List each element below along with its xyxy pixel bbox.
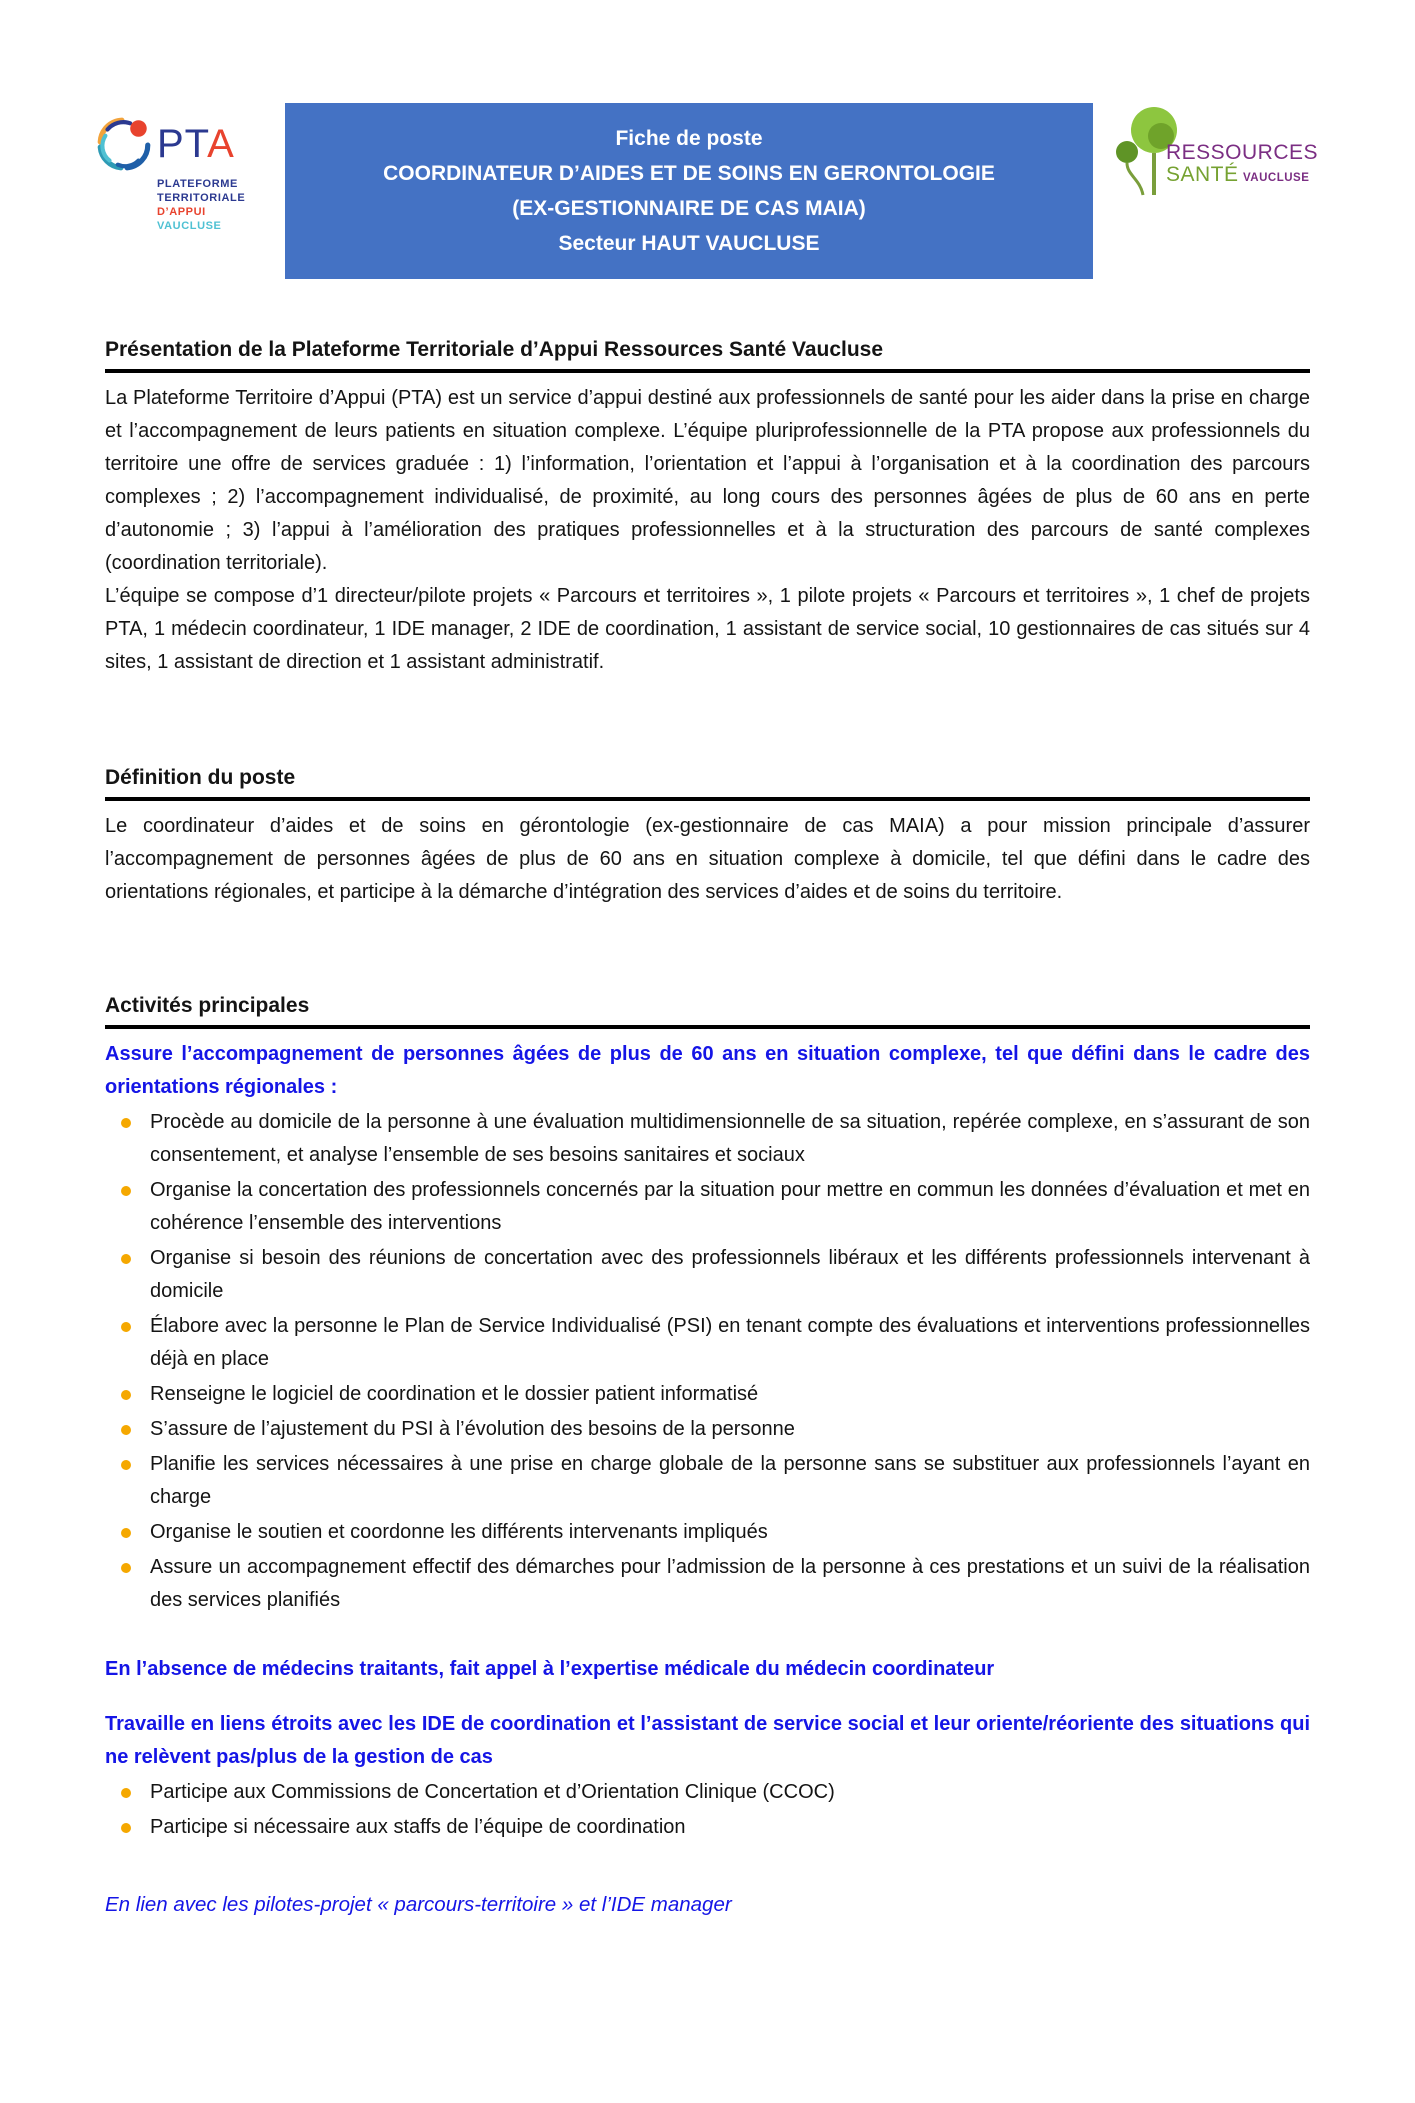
bullet-text: Participe aux Commissions de Concertation et d’Orientation Clinique (CCOC) — [150, 1781, 835, 1803]
bullet-item — [105, 1811, 1310, 1844]
bullet-item — [105, 1516, 1310, 1549]
rsv-logo — [1112, 103, 1318, 199]
bullet-dot-icon — [121, 1390, 131, 1400]
document-page — [0, 103, 1415, 2103]
bullet-dot-icon — [121, 1460, 131, 1470]
presentation-paragraph-1: La Plateforme Territoire d’Appui (PTA) est un service d’appui destiné aux professionnels de santé pour les aider dans la prise en charge et l’accompagnement de leurs patients en situation complexe. L’équipe pluriprofessionnelle de la PTA propose aux professionnels du territoire une offre de services graduée : 1) l’information, l’orientation et l’appui à l’organisation et à la coordination des parcours complexes ; 2) l’accompagnement individualisé, de proximité, au long cours des personnes âgées de plus de 60 ans en perte d’autonomie ; 3) l’appui à l’amélioration des pratiques professionnelles et à la structuration des parcours de santé complexes (coordination territoriale). — [105, 387, 1310, 574]
section-presentation — [105, 337, 1310, 679]
section-title-definition: Définition du poste — [105, 765, 1310, 801]
rsv-logo-text — [1166, 142, 1318, 189]
bullet-text: Organise la concertation des professionnels concernés par la situation pour mettre en commun les données d’évaluation et met en cohérence l’ensemble des interventions — [150, 1179, 1310, 1234]
document-header — [0, 103, 1415, 279]
presentation-paragraph-2: L’équipe se compose d’1 directeur/pilote projets « Parcours et territoires », 1 pilote projets « Parcours et territoires », 1 chef de projets PTA, 1 médecin coordinateur, 1 IDE manager, 2 IDE de coordination, 1 assistant de service social, 10 gestionnaires de cas situés sur 4 sites, 1 assistant de direction et 1 assistant administratif. — [105, 585, 1310, 673]
activites-subheading-3: Travaille en liens étroits avec les IDE de coordination et l’assistant de service social et leur oriente/réoriente des situations qui ne relèvent pas/plus de la gestion de cas — [105, 1713, 1310, 1768]
activites-subheading-1: Assure l’accompagnement de personnes âgées de plus de 60 ans en situation complexe, tel que défini dans le cadre des orientations régionales : — [105, 1043, 1310, 1098]
pta-logo-top — [93, 113, 273, 175]
bullet-text: Participe si nécessaire aux staffs de l’équipe de coordination — [150, 1816, 686, 1838]
bullet-dot-icon — [121, 1528, 131, 1538]
rsv-sante: SANTÉ — [1166, 163, 1239, 186]
pta-acronym-pt: PT — [157, 121, 208, 166]
bullet-item — [105, 1106, 1310, 1172]
banner-line-1: Fiche de poste — [615, 127, 763, 150]
bullet-item — [105, 1310, 1310, 1376]
bullet-list-2 — [105, 1776, 1310, 1844]
bullet-item — [105, 1776, 1310, 1809]
pta-subtitle-line: TERRITORIALE — [157, 192, 246, 204]
bullet-dot-icon — [121, 1118, 131, 1128]
pta-subtitle-line: D’APPUI — [157, 206, 206, 218]
rsv-line-sante — [1166, 164, 1318, 189]
pta-acronym-a: A — [207, 121, 235, 166]
pta-acronym — [157, 122, 235, 167]
pta-subtitle-line: VAUCLUSE — [157, 220, 222, 232]
pta-subtitle — [157, 177, 273, 233]
bullet-dot-icon — [121, 1788, 131, 1798]
definition-paragraph: Le coordinateur d’aides et de soins en gérontologie (ex-gestionnaire de cas MAIA) a pour mission principale d’assurer l’accompagnement de personnes âgées de plus de 60 ans en situation complexe à domicile, tel que défini dans le cadre des orientations régionales, et participe à la démarche d’intégration des services d’aides et de soins du territoire. — [105, 815, 1310, 903]
document-body — [105, 337, 1310, 1921]
bullet-list-1 — [105, 1106, 1310, 1617]
activites-subheading-2: En l’absence de médecins traitants, fait appel à l’expertise médicale du médecin coordinateur — [105, 1658, 995, 1680]
pta-logo — [93, 113, 273, 233]
pta-subtitle-line: PLATEFORME — [157, 178, 238, 190]
bullet-item — [105, 1378, 1310, 1411]
bullet-text: Renseigne le logiciel de coordination et le dossier patient informatisé — [150, 1383, 759, 1405]
bullet-text: Organise si besoin des réunions de concertation avec des professionnels libéraux et les différents professionnels intervenant à domicile — [150, 1247, 1310, 1302]
bullet-dot-icon — [121, 1186, 131, 1196]
bullet-dot-icon — [121, 1254, 131, 1264]
bullet-item — [105, 1174, 1310, 1240]
section-definition — [105, 765, 1310, 909]
italic-note: En lien avec les pilotes-projet « parcours-territoire » et l’IDE manager — [105, 1893, 732, 1916]
bullet-text: Planifie les services nécessaires à une prise en charge globale de la personne sans se substituer aux professionnels l’ayant en charge — [150, 1453, 1310, 1508]
bullet-item — [105, 1413, 1310, 1446]
bullet-dot-icon — [121, 1425, 131, 1435]
banner-line-3: (EX-GESTIONNAIRE DE CAS MAIA) — [512, 197, 866, 220]
banner-line-4: Secteur HAUT VAUCLUSE — [558, 232, 820, 255]
bullet-item — [105, 1551, 1310, 1617]
bullet-text: Assure un accompagnement effectif des démarches pour l’admission de la personne à ces prestations et un suivi de la réalisation des services planifiés — [150, 1556, 1310, 1611]
section-title-activites: Activités principales — [105, 993, 1310, 1029]
pta-emblem-icon — [93, 113, 155, 175]
section-activites — [105, 993, 1310, 1921]
bullet-text: Procède au domicile de la personne à une évaluation multidimensionnelle de sa situation, repérée complexe, en s’assurant de son consentement, et analyse l’ensemble de ses besoins sanitaires et sociaux — [150, 1111, 1310, 1166]
section-title-presentation: Présentation de la Plateforme Territoriale d’Appui Ressources Santé Vaucluse — [105, 337, 1310, 373]
bullet-dot-icon — [121, 1322, 131, 1332]
bullet-dot-icon — [121, 1823, 131, 1833]
rsv-vaucluse: VAUCLUSE — [1242, 172, 1310, 184]
bullet-item — [105, 1242, 1310, 1308]
rsv-line-ressources: RESSOURCES — [1166, 141, 1319, 164]
banner-line-2: COORDINATEUR D’AIDES ET DE SOINS EN GERONTOLOGIE — [383, 162, 995, 185]
bullet-text: Organise le soutien et coordonne les différents intervenants impliqués — [150, 1521, 768, 1543]
bullet-dot-icon — [121, 1563, 131, 1573]
bullet-text: Élabore avec la personne le Plan de Service Individualisé (PSI) en tenant compte des évaluations et interventions professionnelles déjà en place — [150, 1315, 1310, 1370]
bullet-text: S’assure de l’ajustement du PSI à l’évolution des besoins de la personne — [150, 1418, 795, 1440]
bullet-item — [105, 1448, 1310, 1514]
title-banner — [285, 103, 1093, 279]
